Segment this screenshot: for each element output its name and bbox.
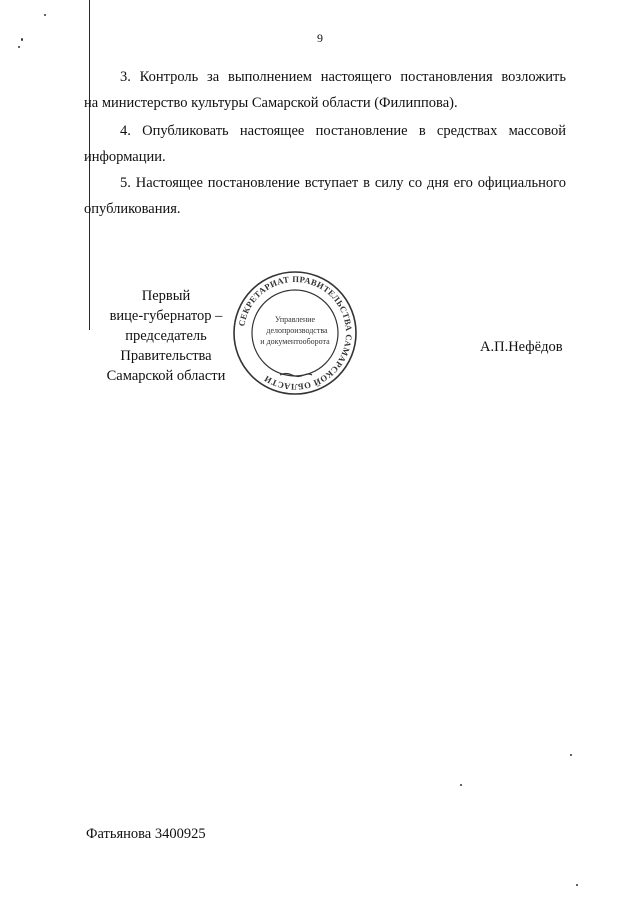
- paragraph-line: 4. Опубликовать настоящее постановление в средствах массовой: [120, 123, 566, 139]
- official-stamp: [232, 270, 358, 396]
- stamp-ring-textpath: СЕКРЕТАРИАТ ПРАВИТЕЛЬСТВА САМАРСКОЙ ОБЛАСТИ: [236, 273, 355, 393]
- paragraph-line: 3. Контроль за выполнением настоящего постановления возложить: [120, 69, 566, 85]
- paragraph-4: [84, 118, 566, 170]
- paragraph-line: 5. Настоящее постановление вступает в силу со дня его официального: [120, 175, 566, 191]
- page-number: 9: [317, 31, 323, 45]
- signatory-title-line: Самарской области: [106, 368, 226, 384]
- paragraph-line: опубликования.: [84, 201, 181, 217]
- scan-speck: [460, 784, 462, 786]
- stamp-center-line: Управление: [274, 315, 316, 324]
- scan-speck: [576, 884, 578, 886]
- signatory-title-line: вице-губернатор –: [109, 308, 223, 324]
- paragraph-3: [84, 64, 566, 116]
- signatory-title-line: Первый: [141, 288, 191, 304]
- paragraph-line: на министерство культуры Самарской области (Филиппова).: [84, 95, 458, 111]
- signatory-name: А.П.Нефёдов: [480, 339, 563, 355]
- paragraph-line: информации.: [84, 149, 166, 165]
- paragraph-5: [84, 170, 566, 222]
- scan-speck: [570, 754, 572, 756]
- scan-speck: [44, 14, 46, 16]
- signatory-title-line: председатель Правительства: [120, 328, 212, 364]
- scan-speck: [18, 46, 20, 48]
- stamp-center-line: и документооборота: [260, 337, 330, 346]
- stamp-center-line: делопроизводства: [266, 326, 328, 335]
- executor-contact: Фатьянова 3400925: [86, 826, 206, 842]
- signatory-title: [86, 286, 246, 386]
